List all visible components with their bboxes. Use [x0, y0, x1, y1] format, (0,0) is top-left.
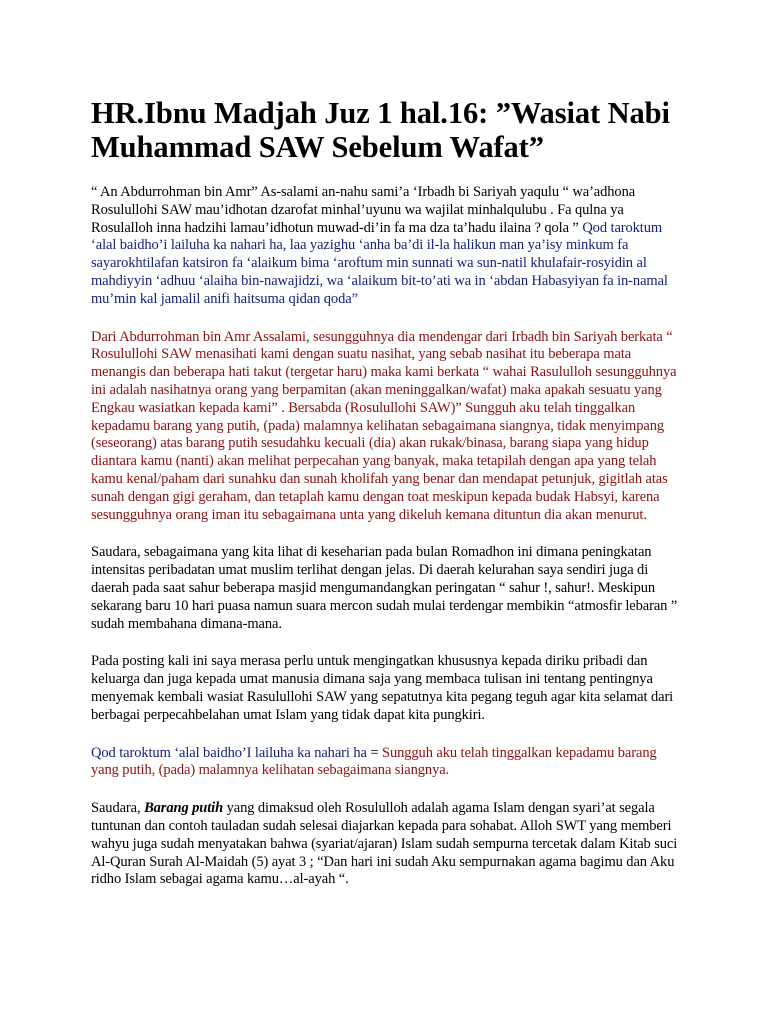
paragraph-body-text: yang dimaksud oleh Rosululloh adalah agama Islam dengan syari’at segala tuntunan dan contoh tauladan sudah selesai diajarkan kepada para sohabat. Alloh SWT yang memberi wahyu juga sudah menyatakan bahwa (syariat/ajaran) Islam sudah sempurna tercetak dalam Kitab suci Al-Quran Surah Al-Maidah (5) ayat 3 ; “Dan hari ini sudah Aku sempurnakan agama bagimu dan Aku ridho Islam sebagai agama kamu…al-ayah “. — [91, 800, 678, 888]
equals-sign: = — [366, 744, 382, 761]
document-title: HR.Ibnu Madjah Juz 1 hal.16: ”Wasiat Nabi Muhammad SAW Sebelum Wafat” — [91, 96, 670, 164]
hadith-arabic-paragraph — [91, 184, 679, 309]
hadith-quote-text: Qod taroktum ‘alal baidho’i lailuha ka nahari ha, laa yazighu ‘anha ba’di il-la halikun man ya’isy minkum fa sayarokhtilafan katsiron fa ‘alaikum bima ‘aroftum min sunnati wa sun-natil khulafair-rosyidin al mahdiyyin ‘adhuu ‘alaiha bin-nawajidzi, wa ‘alaikum bit-to’ati wa in ‘abdan Habasyiyan fa in-namal mu’min kal jamalil anifi haitsuma qidan qoda” — [91, 219, 668, 307]
emphasized-term: Barang putih — [144, 800, 224, 817]
barang-putih-paragraph — [91, 800, 679, 889]
paragraph-lead-text: Saudara, — [91, 800, 145, 817]
ramadhan-paragraph: Saudara, sebagaimana yang kita lihat di keseharian pada bulan Romadhon ini dimana peningkatan intensitas peribadatan umat muslim terlihat dengan jelas. Di daerah kelurahan saya sendiri juga di daerah pada saat sahur beberapa masjid mengumandangkan peringatan “ sahur !, sahur!. Meskipun sekarang baru 10 hari puasa namun suara mercon sudah mulai terdengar membikin “atmosfir lebaran ” sudah membahana dimana-mana. — [91, 544, 678, 632]
quote-translation-text: Sungguh aku telah tinggalkan kepadamu barang yang putih, (pada) malamnya kelihatan sebagaimana siangnya. — [91, 744, 657, 779]
hadith-translation-paragraph: Dari Abdurrohman bin Amr Assalami, sesungguhnya dia mendengar dari Irbadh bin Sariyah berkata “ Rosulullohi SAW menasihati kami dengan suatu nasihat, yang sebab nasihat itu beberapa mata menangis dan beberapa hati takut (tergetar haru) maka kami berkata “ wahai Rasululloh sesungguhnya ini adalah nasihatnya orang yang berpamitan (akan meninggalkan/wafat) maka apakah sesuatu yang Engkau wasiatkan kepada kami” . Bersabda (Rosulullohi SAW)” Sungguh aku telah tinggalkan kepadamu barang yang putih, (pada) malamnya kelihatan sebagaimana siangnya, tidak menyimpang (seseorang) atas barang putih sesudahku kecuali (dia) akan rukak/binasa, barang siapa yang hidup diantara kamu (nanti) akan melihat perpecahan yang banyak, maka tetapilah dengan apa yang telah kamu kenal/paham dari sunahku dan sunah kholifah yang benar dan mendapat petunjuk, gigitlah atas sunah dengan gigi geraham, dan tetaplah kamu dengan toat meskipun kepada budak Habsyi, karena sesungguhnya orang iman itu sebagaimana unta yang dikeluh kemana dituntun dia akan menurut. — [91, 328, 677, 523]
posting-purpose-paragraph: Pada posting kali ini saya merasa perlu untuk mengingatkan khususnya kepada diriku pribadi dan keluarga dan juga kepada umat manusia dimana saja yang membaca tulisan ini tentang pentingnya menyemak kembali wasiat Rasulullohi SAW yang sepatutnya kita pegang teguh agar kita selamat dari berbagai perpecahbelahan umat Islam yang tidak dapat kita pungkiri. — [91, 653, 674, 723]
quote-arabic-text: Qod taroktum ‘alal baidho’I lailuha ka nahari ha — [91, 744, 367, 761]
hadith-intro-text: “ An Abdurrohman bin Amr” As-salami an-nahu sami’a ‘Irbadh bi Sariyah yaqulu “ wa’adhona Rosulullohi SAW mau’idhotan dzarofat minhal’uyunu wa wajilat minhalqulubu . Fa qulna ya Rosulalloh inna hadzihi lamau’idhotun muwad-di’in fa ma dza ta’hadu ilaina ? qola ” — [91, 184, 636, 236]
quote-meaning-paragraph — [91, 745, 679, 781]
